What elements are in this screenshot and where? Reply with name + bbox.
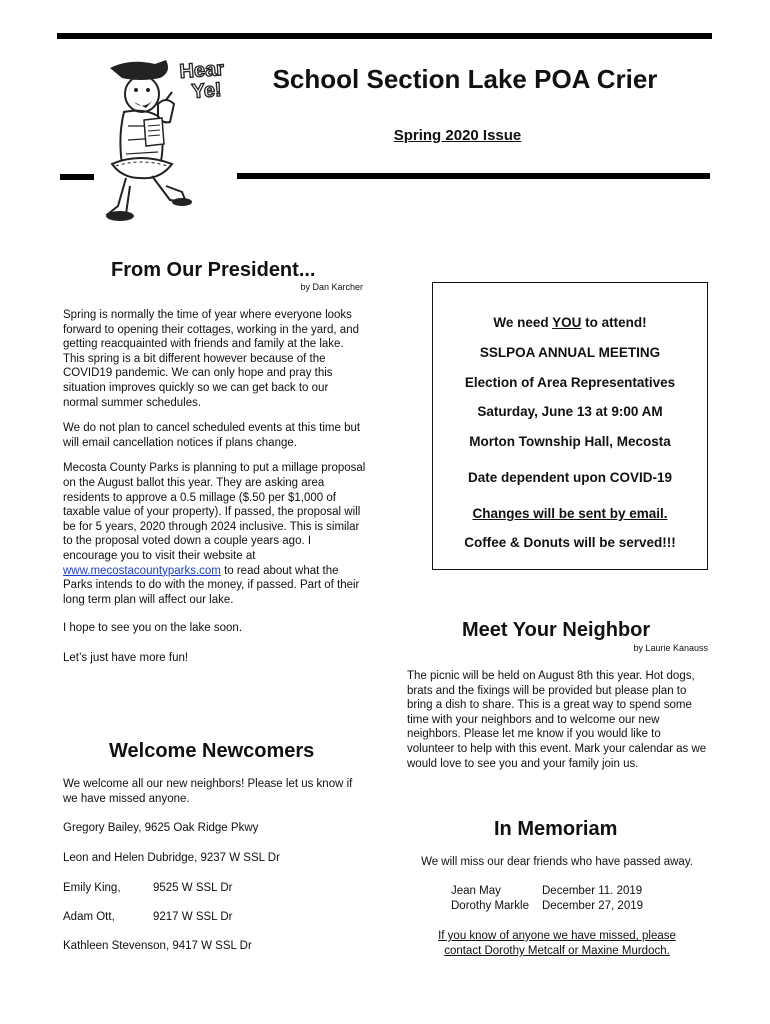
president-byline: by Dan Karcher [300, 282, 363, 292]
annual-meeting-box [432, 282, 708, 570]
top-rule [57, 33, 712, 39]
meeting-attend-line [433, 315, 707, 330]
paragraph-3-text-end: to read about what the Parks intends to do with the money, if passed. Part of their long term plan will affect our lake. [63, 564, 360, 606]
newsletter-title: School Section Lake POA Crier [272, 64, 658, 94]
newcomer-name: Emily King, [63, 882, 121, 894]
newcomer-entry: Leon and Helen Dubridge, 9237 W SSL Dr [63, 852, 280, 864]
neighbor-heading: Meet Your Neighbor [462, 619, 651, 641]
president-closing: Let’s just have more fun! [63, 651, 189, 664]
paragraph-3-text-start: Mecosta County Parks is planning to put a millage proposal on the August ballot this year. They are asking area residents to approve a 0.5 millage ($.50 per $1,000 of taxable value of your property). If passed, the proposal will be for 5 years, 2020 through 2024 inclusive. This is similar to the proposal voted down a couple years ago. I encourage you to visit their website at [63, 462, 366, 562]
neighbor-article: The picnic will be held on August 8th this year. Hot dogs, brats and the fixings will be provided but please plan to bring a dish to share. This is a great way to spend some time with your neighbors and to welcome our new neighbors. Please let me know if you would like to volunteer to help with this event. Mark your calendar as we would love to see you and your family join us. [407, 670, 707, 770]
header-rule-long [237, 173, 710, 179]
neighbor-byline: by Laurie Kanauss [633, 643, 708, 653]
memoriam-note-line-2: contact Dorothy Metcalf or Maxine Murdoch. [444, 945, 670, 957]
president-paragraph-3 [63, 461, 366, 607]
meeting-election: Election of Area Representatives [464, 375, 676, 390]
newcomer-entry: Gregory Bailey, 9625 Oak Ridge Pkwy [63, 822, 259, 834]
president-article [63, 308, 366, 665]
president-paragraph-4: I hope to see you on the lake soon. [63, 622, 243, 635]
attend-post: to attend! [581, 315, 647, 330]
newcomer-name: Adam Ott, [63, 911, 115, 923]
memoriam-heading: In Memoriam [494, 818, 618, 840]
attend-pre: We need [493, 315, 553, 330]
parks-website-link[interactable]: www.mecostacountyparks.com [63, 564, 221, 577]
president-paragraph-2: We do not plan to cancel scheduled events at this time but will email cancellation notices if plans change. [63, 422, 361, 449]
memoriam-intro: We will miss our dear friends who have passed away. [421, 856, 693, 868]
memoriam-name: Jean May [451, 885, 501, 897]
president-paragraph-1: Spring is normally the time of year where everyone looks forward to opening their cottages, working in the yard, and getting reacquainted with friends and family at the lake. This spring is a bit different however because of the COVID19 pandemic. We can only hope and pray this situation improves quickly so we can get back to our normal summer schedules. [63, 309, 359, 409]
memoriam-name: Dorothy Markle [451, 900, 529, 912]
logo-lettering-ye: Ye! [190, 78, 223, 103]
newcomers-intro: We welcome all our new neighbors! Please let us know if we have missed anyone. [63, 778, 353, 805]
memoriam-note-line-1: If you know of anyone we have missed, please [438, 930, 676, 942]
president-heading: From Our President... [111, 259, 316, 281]
header-rule-short [60, 174, 94, 180]
memoriam-date: December 27, 2019 [542, 900, 644, 912]
meeting-date: Saturday, June 13 at 9:00 AM [477, 404, 663, 419]
town-crier-illustration [100, 56, 238, 226]
meeting-location: Morton Township Hall, Mecosta [469, 434, 671, 449]
newcomer-address: 9217 W SSL Dr [153, 911, 233, 923]
logo-lettering-hear: Hear [178, 57, 225, 83]
attend-emphasis: YOU [552, 315, 582, 330]
memoriam-date: December 11. 2019 [542, 885, 643, 897]
newcomers-heading: Welcome Newcomers [109, 740, 315, 762]
newcomer-address: 9525 W SSL Dr [153, 882, 233, 894]
newcomer-entry: Kathleen Stevenson, 9417 W SSL Dr [63, 940, 252, 952]
meeting-refreshments: Coffee & Donuts will be served!!! [464, 535, 676, 550]
meeting-email-note: Changes will be sent by email. [472, 506, 668, 521]
meeting-title: SSLPOA ANNUAL MEETING [479, 345, 661, 360]
issue-label: Spring 2020 Issue [393, 127, 522, 144]
meeting-covid-note: Date dependent upon COVID-19 [467, 470, 673, 485]
